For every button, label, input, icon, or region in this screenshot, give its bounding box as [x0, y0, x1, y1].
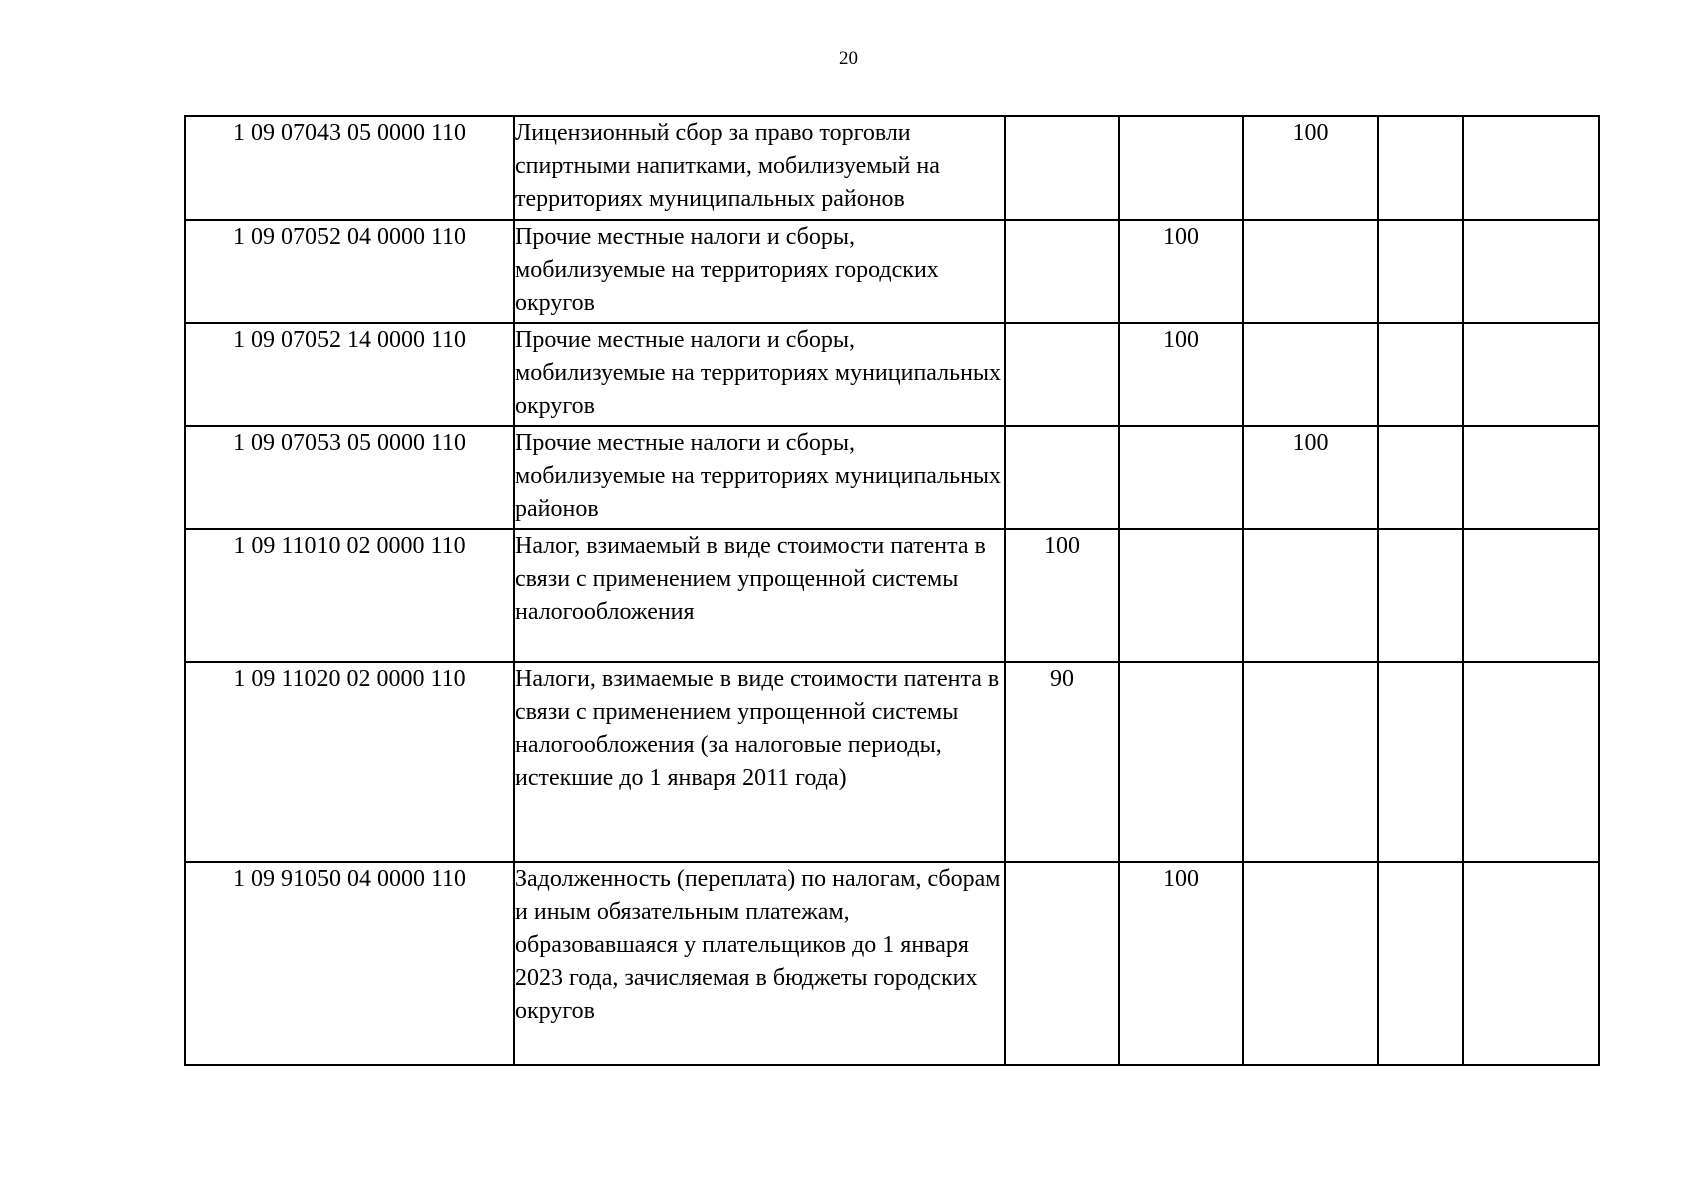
value-cell: [1463, 862, 1599, 1065]
table-row: [185, 662, 1599, 862]
value-cell: 100: [1119, 220, 1243, 323]
value-cell: [1378, 116, 1463, 220]
value-cell: [1119, 116, 1243, 220]
revenue-name-cell: Лицензионный сбор за право торговли спиртными напитками, мобилизуемый на территориях муниципальных районов: [514, 116, 1005, 220]
value-cell: [1463, 529, 1599, 662]
value-cell: [1005, 220, 1119, 323]
value-cell: [1005, 426, 1119, 529]
value-cell: [1005, 323, 1119, 426]
value-cell: 100: [1243, 426, 1378, 529]
budget-code-cell: 1 09 07043 05 0000 110: [185, 116, 514, 220]
value-cell: [1243, 323, 1378, 426]
value-cell: [1463, 116, 1599, 220]
table-row: [185, 862, 1599, 1065]
value-cell: [1243, 220, 1378, 323]
table-row: [185, 529, 1599, 662]
revenue-name-cell: Налог, взимаемый в виде стоимости патента в связи с применением упрощенной системы налогообложения: [514, 529, 1005, 662]
revenue-name-cell: Прочие местные налоги и сборы, мобилизуемые на территориях муниципальных округов: [514, 323, 1005, 426]
value-cell: [1119, 426, 1243, 529]
revenue-distribution-table: [184, 115, 1600, 1066]
value-cell: [1378, 529, 1463, 662]
revenue-name-cell: Прочие местные налоги и сборы, мобилизуемые на территориях муниципальных районов: [514, 426, 1005, 529]
table-row: [185, 220, 1599, 323]
revenue-name-cell: Прочие местные налоги и сборы, мобилизуемые на территориях городских округов: [514, 220, 1005, 323]
budget-code-cell: 1 09 07052 14 0000 110: [185, 323, 514, 426]
value-cell: [1005, 862, 1119, 1065]
revenue-name-cell: Налоги, взимаемые в виде стоимости патента в связи с применением упрощенной системы налогообложения (за налоговые периоды, истекшие до 1 января 2011 года): [514, 662, 1005, 862]
value-cell: 100: [1243, 116, 1378, 220]
value-cell: [1463, 426, 1599, 529]
value-cell: [1378, 862, 1463, 1065]
value-cell: [1463, 323, 1599, 426]
value-cell: [1119, 529, 1243, 662]
value-cell: [1378, 323, 1463, 426]
value-cell: [1463, 662, 1599, 862]
value-cell: [1463, 220, 1599, 323]
budget-code-cell: 1 09 11010 02 0000 110: [185, 529, 514, 662]
table-row: [185, 116, 1599, 220]
value-cell: [1005, 116, 1119, 220]
budget-code-cell: 1 09 11020 02 0000 110: [185, 662, 514, 862]
table-row: [185, 426, 1599, 529]
value-cell: [1378, 426, 1463, 529]
value-cell: 90: [1005, 662, 1119, 862]
page-number: 20: [839, 48, 858, 69]
budget-code-cell: 1 09 07053 05 0000 110: [185, 426, 514, 529]
value-cell: 100: [1119, 862, 1243, 1065]
budget-code-cell: 1 09 07052 04 0000 110: [185, 220, 514, 323]
value-cell: 100: [1119, 323, 1243, 426]
value-cell: [1243, 862, 1378, 1065]
value-cell: [1378, 220, 1463, 323]
value-cell: [1243, 529, 1378, 662]
budget-code-cell: 1 09 91050 04 0000 110: [185, 862, 514, 1065]
value-cell: [1119, 662, 1243, 862]
value-cell: 100: [1005, 529, 1119, 662]
table-row: [185, 323, 1599, 426]
revenue-name-cell: Задолженность (переплата) по налогам, сборам и иным обязательным платежам, образовавшаяся у плательщиков до 1 января 2023 года, зачисляемая в бюджеты городских округов: [514, 862, 1005, 1065]
value-cell: [1378, 662, 1463, 862]
value-cell: [1243, 662, 1378, 862]
